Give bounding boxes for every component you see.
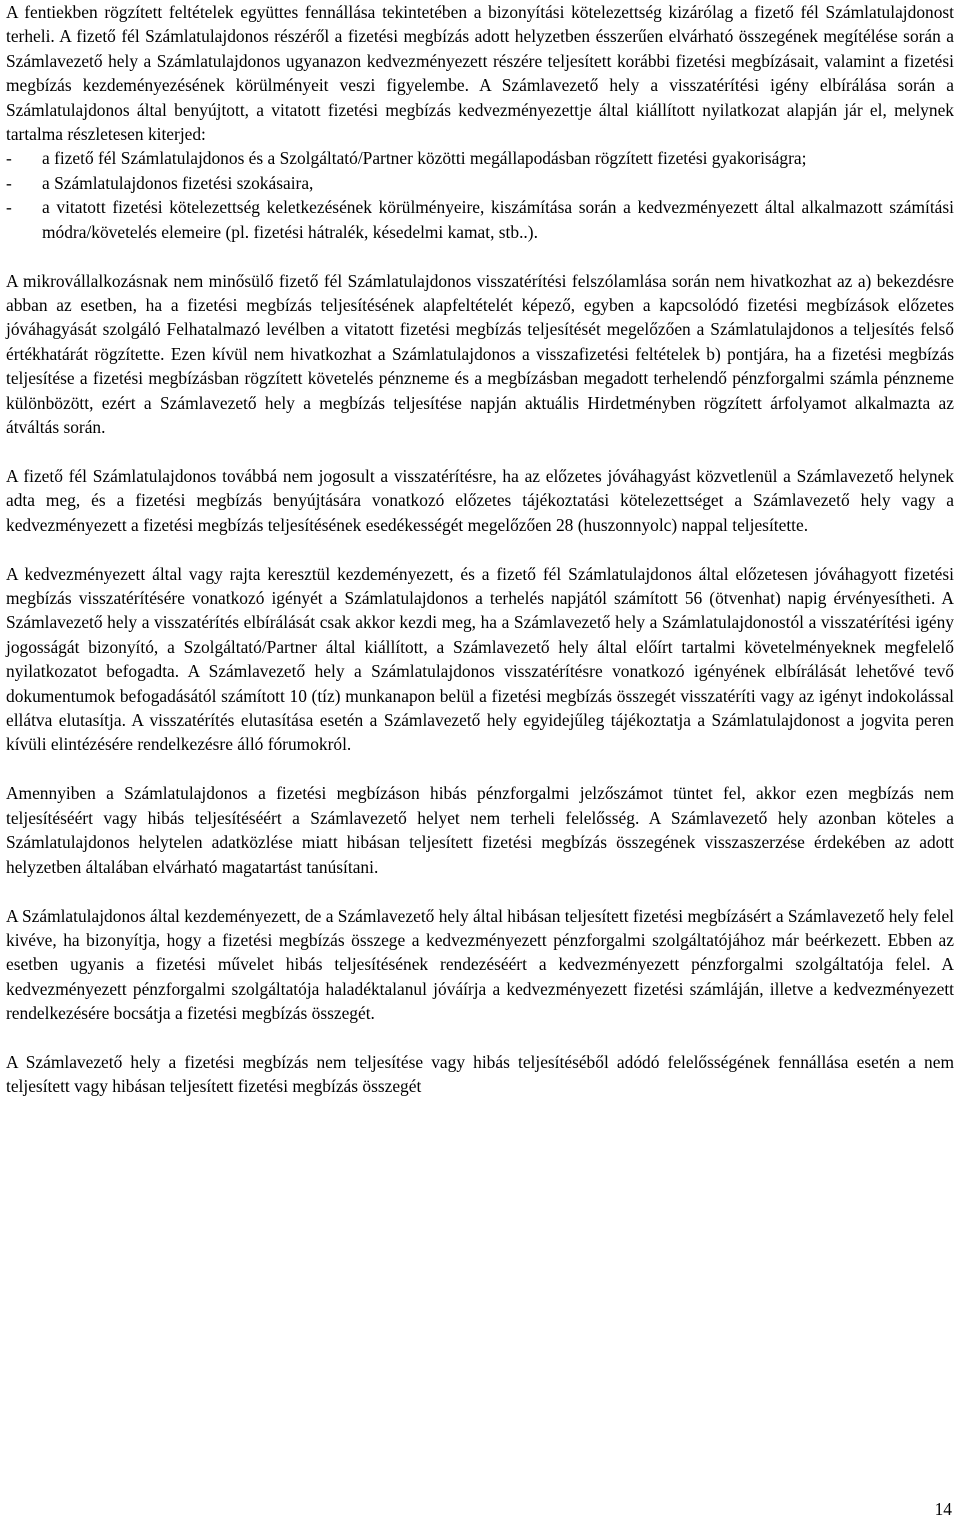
intro-paragraph: A fentiekben rögzített feltételek együttes fennállása tekintetében a bizonyítási kötelezettség kizárólag a fizető fél Számlatulajdonost terheli. A fizető fél Számlatulajdonos részéről a fizetési megbízás adott helyzetben ésszerűen elvárható összegének megítélése során a Számlavezető hely a Számlatulajdonos ugyanazon kedvezményezett részére teljesített korábbi fizetési megbízásait, valamint a fizetési megbízás kezdeményezésének körülményeit veszi figyelembe. A Számlavezető hely a visszatérítési igény elbírálása során a Számlatulajdonos által benyújtott, a vitatott fizetési megbízás kedvezményezettje által kiállított nyilatkozat alapján jár el, melynek tartalma részletesen kiterjed: (6, 2, 954, 145)
list-dash: - (6, 148, 12, 169)
list-item-text: a Számlatulajdonos fizetési szokásaira, (42, 172, 314, 193)
body-paragraph-6: A Számlavezető hely a fizetési megbízás nem teljesítése vagy hibás teljesítéséből adódó felelősségének fennállása esetén a nem teljesített vagy hibásan teljesített fizetési megbízás összegét (6, 1052, 954, 1097)
list-item-text: a vitatott fizetési kötelezettség keletkezésének körülményeire, kiszámítása során a kedvezményezett által alkalmazott számítási módra/követelés elemeire (pl. fizetési hátralék, késedelmi kamat, stb..). (42, 197, 954, 242)
document-page (6, 0, 954, 1099)
list-item (6, 171, 954, 195)
conditions-list-wrapper (6, 146, 954, 244)
conditions-list (6, 146, 954, 244)
list-item (6, 146, 954, 170)
body-paragraph-1: A mikrovállalkozásnak nem minősülő fizető fél Számlatulajdonos visszatérítési felszólamlása során nem hivatkozhat az a) bekezdésre abban az esetben, ha a fizetési megbízás teljesítésének alapfeltételét képező, egyben a kapcsolódó fizetési megbízások előzetes jóváhagyását szolgáló Felhatalmazó levélben a vitatott fizetési megbízás teljesítését megelőzően a Számlatulajdonos a teljesítés felső értékhatárát rögzítette. Ezen kívül nem hivatkozhat a Számlatulajdonos a visszafizetési feltételek b) pontjára, ha a fizetési megbízás teljesítése a fizetési megbízásban rögzített követelés pénzneme és a megbízásban megadott terhelendő pénzforgalmi számla pénzneme különbözött, ezért a Számlavezető hely a megbízás teljesítése napján aktuális Hirdetményben rögzített árfolyamot alkalmazta az átváltás során. (6, 270, 954, 437)
page-number: 14 (934, 1499, 952, 1519)
list-dash: - (6, 172, 12, 193)
body-paragraph-4: Amennyiben a Számlatulajdonos a fizetési megbízáson hibás pénzforgalmi jelzőszámot tüntet fel, akkor ezen megbízás nem teljesítéséért vagy hibás teljesítéséért a Számlavezető helyet nem terheli felelősség. A Számlavezető hely azonban köteles a Számlatulajdonos helytelen adatközlése miatt hibásan teljesített fizetési megbízás összegének visszaszerzése érdekében az adott helyzetben általában elvárható magatartást tanúsítani. (6, 783, 954, 877)
list-item (6, 195, 954, 244)
list-item-text: a fizető fél Számlatulajdonos és a Szolgáltató/Partner közötti megállapodásban rögzített fizetési gyakoriságra; (42, 148, 807, 169)
list-dash: - (6, 197, 12, 218)
body-paragraph-3: A kedvezményezett által vagy rajta keresztül kezdeményezett, és a fizető fél Számlatulajdonos által előzetesen jóváhagyott fizetési megbízás visszatérítésére vonatkozó igényét a Számlatulajdonos a terhelés napjától számított 56 (ötvenhat) napig érvényesítheti. A Számlavezető hely a visszatérítés elbírálását csak akkor kezdi meg, ha a Számlavezető hely a Számlatulajdonostól a visszatérítési igény jogosságát bizonyító, a Szolgáltató/Partner által kiállított, a Számlavezető hely által előírt tartalmi követelményeknek megfelelő nyilatkozatot befogadta. A Számlavezető hely a Számlatulajdonos visszatérítésre vonatkozó igényének elbírálását lehetővé tevő dokumentumok befogadásától számított 10 (tíz) munkanapon belül a fizetési megbízás összegét visszatéríti vagy az igényt indokolással ellátva elutasítja. A visszatérítés elutasítása esetén a Számlavezető hely egyidejűleg tájékoztatja a Számlatulajdonost a jogvita peren kívüli elintézésére rendelkezésre álló fórumokról. (6, 563, 954, 755)
body-paragraph-5: A Számlatulajdonos által kezdeményezett, de a Számlavezető hely által hibásan teljesített fizetési megbízásért a Számlavezető hely felel kivéve, ha bizonyítja, hogy a fizetési megbízás összege a kedvezményezett pénzforgalmi szolgáltatójához már beérkezett. Ebben az esetben ugyanis a fizetési művelet hibás teljesítésének rendezéséért a kedvezményezett pénzforgalmi szolgáltatója felel. A kedvezményezett pénzforgalmi szolgáltatója haladéktalanul jóváírja a kedvezményezett fizetési számláján, illetve a kedvezményezett rendelkezésére bocsátja a fizetési megbízás összegét. (6, 905, 954, 1024)
body-paragraph-2: A fizető fél Számlatulajdonos továbbá nem jogosult a visszatérítésre, ha az előzetes jóváhagyást közvetlenül a Számlavezető helynek adta meg, és a fizetési megbízás benyújtására vonatkozó előzetes tájékoztatási kötelezettséget a Számlavezető hely vagy a kedvezményezett a fizetési megbízás teljesítésének esedékességét megelőzően 28 (huszonnyolc) nappal teljesítette. (6, 465, 954, 535)
